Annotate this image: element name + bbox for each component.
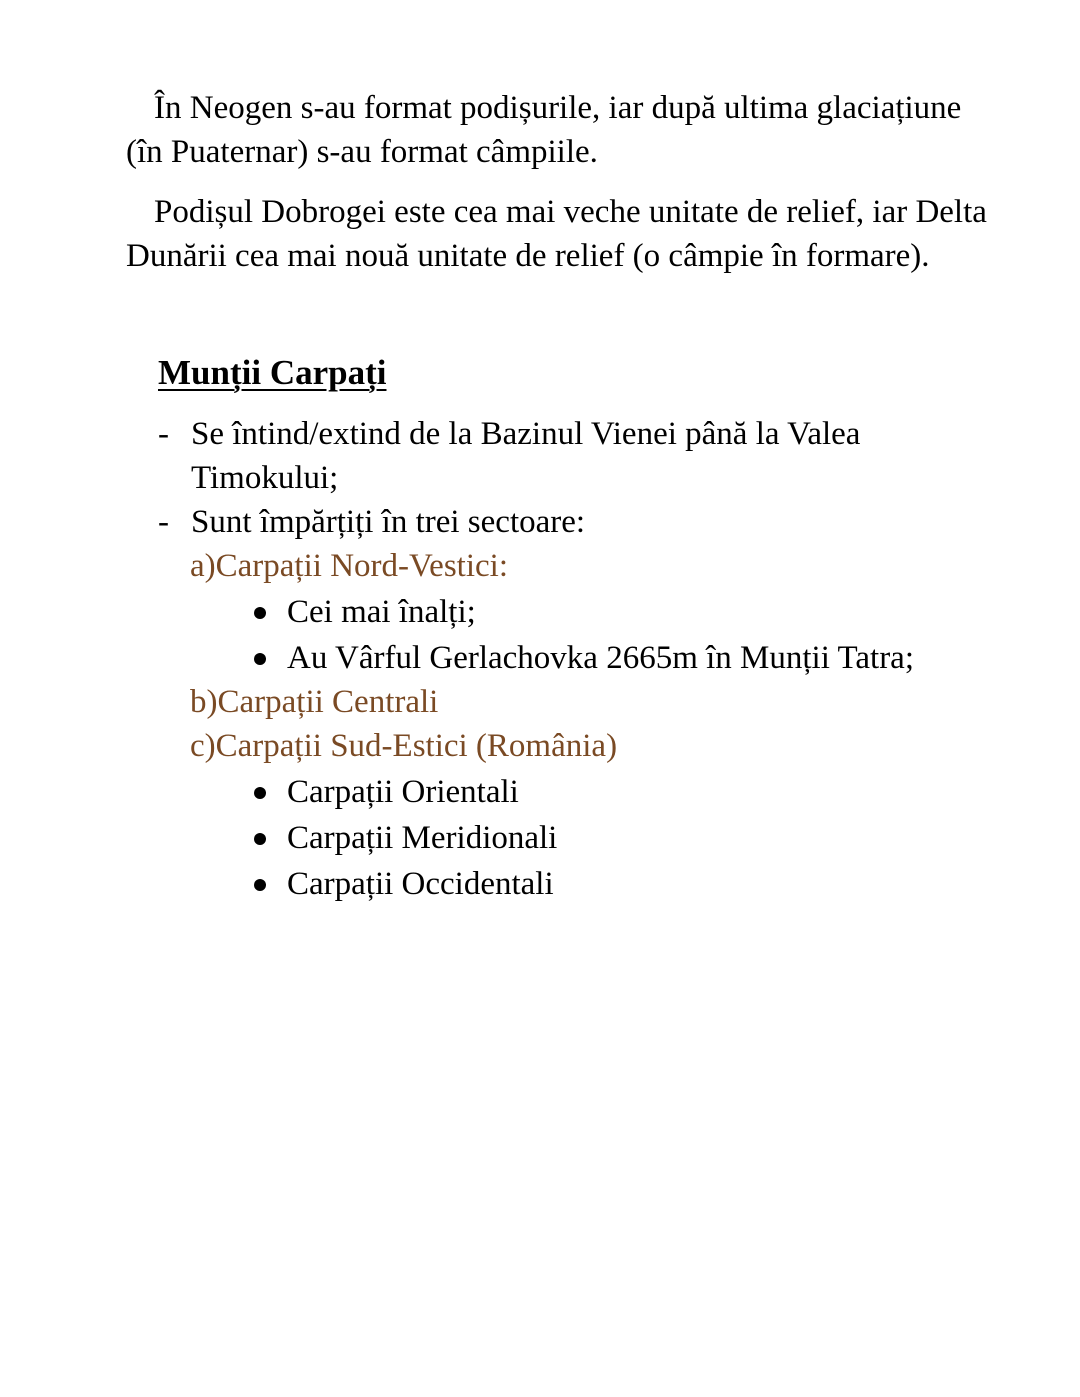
sector-item-centrali	[190, 680, 438, 724]
bullet-dot-icon	[254, 833, 266, 845]
dash-marker: -	[158, 504, 169, 540]
dash-item-text	[191, 500, 585, 544]
bullet-text: Cei mai înalți;	[287, 594, 476, 630]
bullet-text: Au Vârful Gerlachovka 2665m în Munții Tatra;	[287, 640, 914, 676]
paragraph-line: Dunării cea mai nouă unitate de relief (o câmpie în formare).	[126, 238, 930, 274]
paragraph-line: În Neogen s-au format podișurile, iar după ultima glaciațiune	[154, 90, 962, 126]
paragraph-dobrogea	[126, 190, 1056, 278]
sector-item-nord-vestici	[190, 544, 508, 588]
sector-name: Carpații Sud-Estici (România)	[215, 728, 618, 764]
bullet-text: Carpații Meridionali	[287, 820, 558, 856]
bullet-dot-icon	[254, 879, 266, 891]
dash-item-text	[191, 412, 860, 500]
paragraph-line: (în Puaternar) s-au format câmpiile.	[126, 134, 598, 170]
paragraph-neogen	[126, 86, 1056, 174]
bullet-dot-icon	[254, 653, 266, 665]
sector-letter: c)	[190, 728, 216, 764]
dash-item-line: Timokului;	[191, 460, 339, 496]
sector-letter: b)	[190, 684, 218, 720]
dash-item-line: Sunt împărțiți în trei sectoare:	[191, 504, 586, 540]
bullet-dot-icon	[254, 607, 266, 619]
section-heading: Munții Carpați	[158, 353, 387, 392]
sector-name: Carpații Centrali	[217, 684, 439, 720]
sector-letter: a)	[190, 548, 216, 584]
bullet-text: Carpații Orientali	[287, 774, 519, 810]
bullet-dot-icon	[254, 787, 266, 799]
sector-name: Carpații Nord-Vestici:	[215, 548, 508, 584]
paragraph-line: Podișul Dobrogei este cea mai veche unitate de relief, iar Delta	[154, 194, 987, 230]
sector-item-sud-estici	[190, 724, 617, 768]
dash-marker: -	[158, 416, 169, 452]
dash-item-line: Se întind/extind de la Bazinul Vienei până la Valea	[191, 416, 861, 452]
bullet-text: Carpații Occidentali	[287, 866, 554, 902]
